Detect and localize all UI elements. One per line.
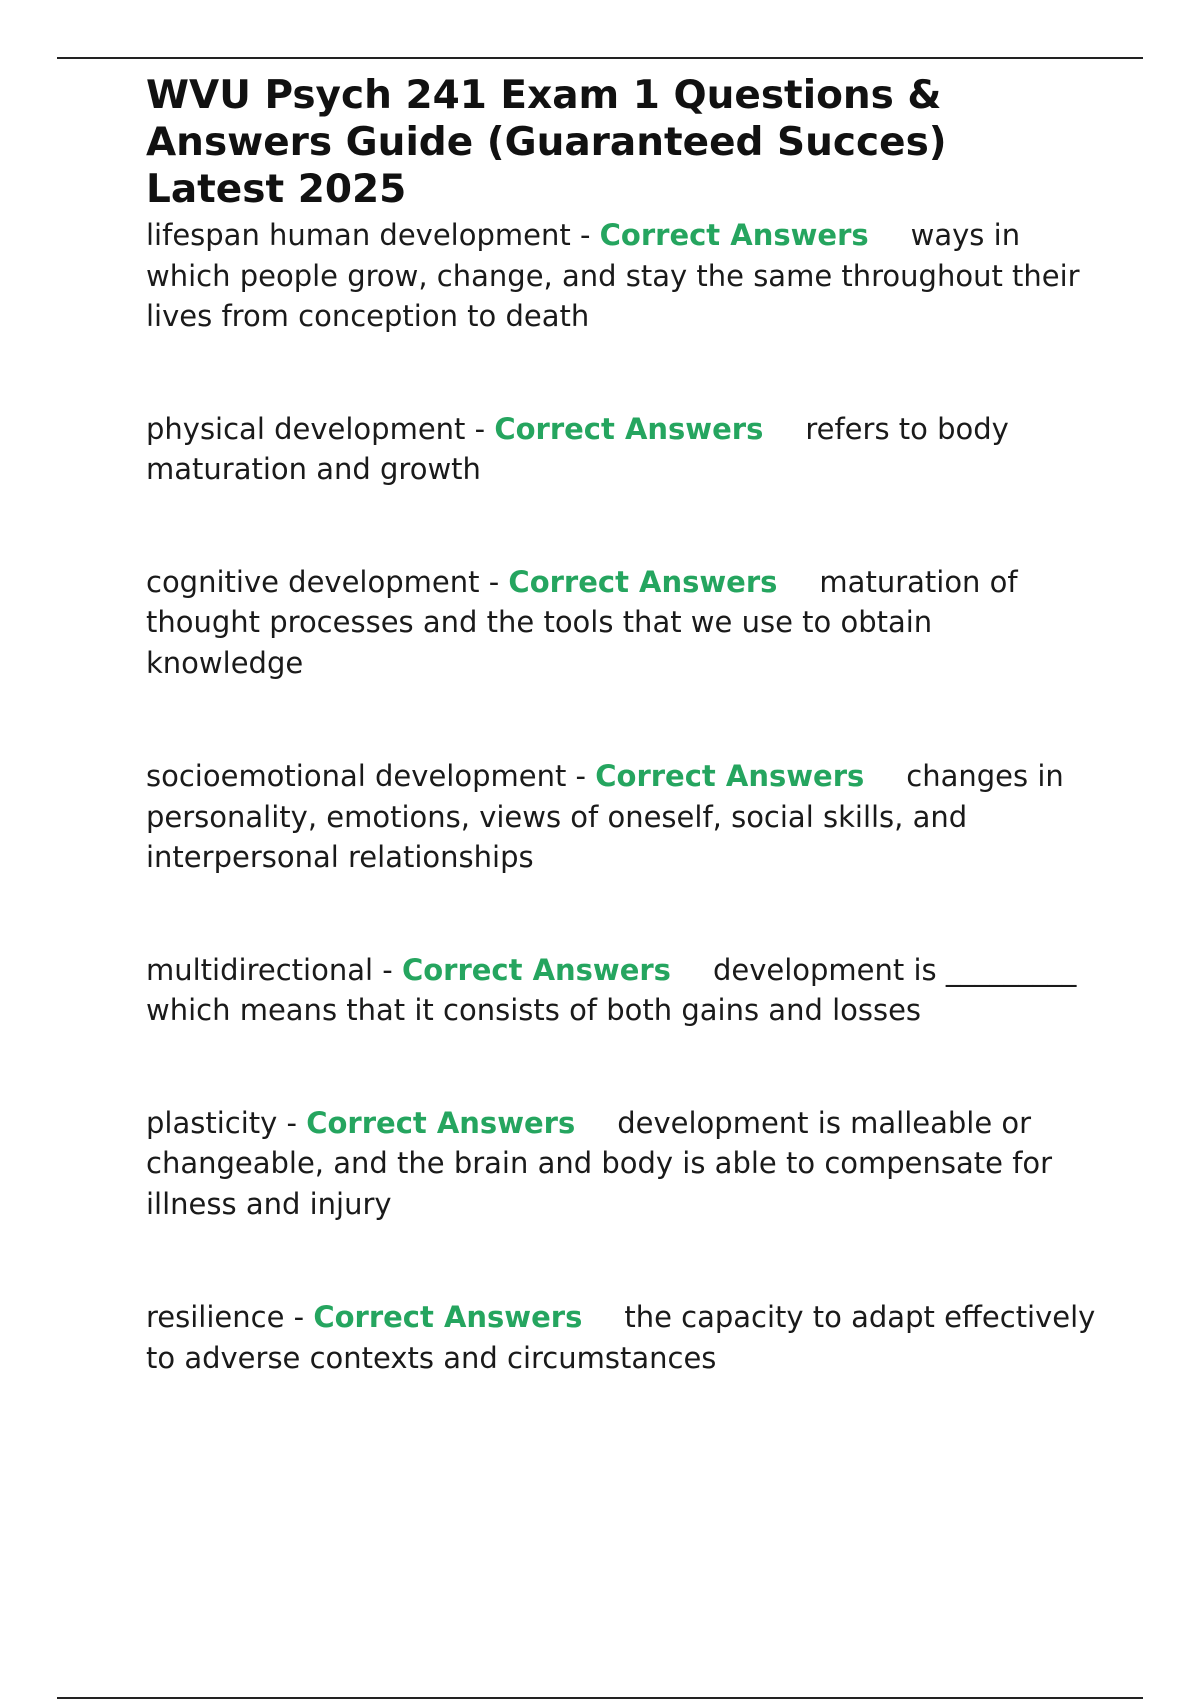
qa-separator: - bbox=[373, 952, 402, 987]
correct-answers-label: Correct Answers bbox=[508, 564, 778, 599]
qa-separator: - bbox=[277, 1105, 307, 1140]
qa-item bbox=[146, 1297, 1096, 1378]
qa-separator: - bbox=[566, 759, 596, 793]
correct-answers-label: Correct Answers bbox=[313, 1300, 583, 1334]
qa-term: socioemotional development bbox=[146, 759, 567, 793]
qa-separator: - bbox=[570, 218, 600, 252]
qa-item bbox=[146, 950, 1096, 1031]
qa-item bbox=[146, 756, 1096, 878]
correct-answers-label: Correct Answers bbox=[595, 759, 865, 793]
qa-term: resilience bbox=[146, 1300, 285, 1334]
qa-definition: changes in personality, emotions, views of oneself, social skills, and interpersonal relationships bbox=[146, 759, 1064, 874]
document-body bbox=[146, 72, 1096, 1378]
qa-term: multidirectional bbox=[146, 952, 374, 987]
qa-definition: development is _________ which means that it consists of both gains and losses bbox=[146, 952, 1077, 1027]
qa-definition: development is malleable or changeable, and the brain and body is able to compensate for illness and injury bbox=[146, 1105, 1053, 1221]
qa-term: lifespan human development bbox=[146, 218, 571, 252]
correct-answers-label: Correct Answers bbox=[401, 952, 671, 987]
correct-answers-label: Correct Answers bbox=[306, 1105, 576, 1140]
qa-definition: maturation of thought processes and the tools that we use to obtain knowledge bbox=[146, 564, 1018, 680]
qa-separator: - bbox=[284, 1300, 314, 1334]
qa-definition: ways in which people grow, change, and stay the same throughout their lives from conception to death bbox=[146, 218, 1080, 333]
qa-item bbox=[146, 215, 1096, 337]
qa-separator: - bbox=[465, 411, 495, 446]
qa-item bbox=[146, 562, 1096, 684]
qa-term: plasticity bbox=[146, 1105, 278, 1140]
document-title: WVU Psych 241 Exam 1 Questions & Answers Guide (Guaranteed Succes) Latest 2025 bbox=[146, 73, 947, 212]
qa-term: cognitive development bbox=[146, 564, 480, 599]
qa-item bbox=[146, 1103, 1096, 1225]
top-rule bbox=[57, 57, 1143, 59]
qa-item bbox=[146, 409, 1096, 490]
bottom-rule bbox=[57, 1697, 1143, 1699]
correct-answers-label: Correct Answers bbox=[494, 411, 764, 446]
qa-separator: - bbox=[479, 564, 509, 599]
correct-answers-label: Correct Answers bbox=[599, 218, 869, 252]
qa-definition: the capacity to adapt effectively to adverse contexts and circumstances bbox=[146, 1300, 1096, 1375]
qa-term: physical development bbox=[146, 411, 466, 446]
qa-definition: refers to body maturation and growth bbox=[146, 411, 1009, 486]
